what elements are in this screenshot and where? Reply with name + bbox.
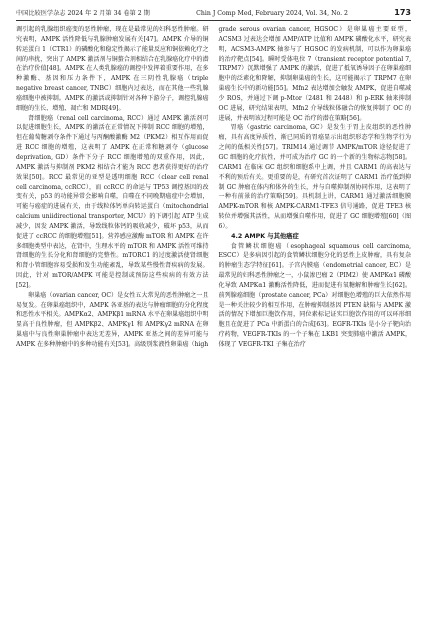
- two-column-body: [16, 25, 411, 350]
- paragraph-renal-cancer: 肾细胞癌（renal cell carcinoma, RCC）通过 AMPK 激活剂可以促进细胞生长，AMPK 的激活在正常情况下抑制 RCC 细胞的增殖，但在葡萄糖剥夺条件下通过与丙酮酸激酶 M2（PKM2）相互作用而促进 RCC 细胞的增殖，这表明了 AMPK 在正常和糖剥夺（glucose deprivation, GD）条件下分子 RCC 细胞增殖的双重作用，因此，AMPK 激活与抑制剂 PKM2 相结合才能为 RCC 患者获得更好的治疗效果[50]。RCC 最常见的亚型是透明细胞 RCC（clear cell renal cell carcinoma, ccRCC），而 ccRCC 的命运与 TP53 调控基因的改变有关，p53 的功能异常会影响自噬，自噬在不同晚期癌症中会增加，可能与癌症的进展有关，由于线粒体钙单向转运蛋白（mitochondrial calcium uniidirectional transporter, MCU）的下调引起 ATP 生成减少，因发 AMPK 激活，导致线粒体钙的吸收减少，破坏 p53，从而促进了 ccRCC 的细胞增殖[51]。营养感应激酶 mTOR 和 AMPK 在许多细胞类型中表达，在肾中，生理水平的 mTOR 和 AMPK 活性可维持肾细胞的生长分化和肾细胞的完整性。mTORC1 的过度激活使肾细胞和肾小管细胞容易受损和发生功能紊乱，导致某些慢性肾疾病的发展。因此，针对 mTOR/AMPK 可能是控制或预防这些疾病的有效方法[52]。: [16, 114, 209, 289]
- left-column: [16, 25, 209, 350]
- paragraph-gastric-cancer: 胃癌（gastric carcinoma, GC）是发生于胃上皮组织的恶性肿瘤，具有高度异质性，渐已同质的胃癌显示出组织形态学和生物学行为之间的低相关性[57]。TRIM14 通过调节 AMPK/mTOR 途径促进了 GC 细胞的化疗抗性，并可成为治疗 GC 的一个新的生物标志物[58]。CARM1 在临床 GC 组织和细胞系中上调，并且 CARM1 的高表达与不利的预后有关。更重要的是，有研究首次证明了 CARM1 治疗低到抑制 GC 肿瘤在体内和体外的生长，并与自噬抑制剂协同作用，这表明了一种有前景的治疗策略[59]。具机制上讲，CARM1 通过激活细胞膜 AMPK-mTOR 和核 AMPK-CARM1-TFE3 信号通路，促进 TFE3 核转位并增强其活性，从而增强自噬作用，促进了 GC 细胞增殖[60]（图 6）。: [218, 124, 411, 230]
- journal-title-cn: 中国比较医学杂志 2024 年 2 月第 34 卷第 2 期: [16, 10, 150, 17]
- journal-title-en: Chin J Comp Med, February 2024, Vol. 34, No. 2: [196, 10, 348, 17]
- paragraph-breast-cancer: 调引起的乳腺组织癌变的恶性肿瘤，现在是最常见的妇科恶性肿瘤。研究表明，AMPK 活性降低与乳腺肿瘤发展有关[47]。AMPK 介导的铜转运蛋白 1（CTR1）的磷酸化和稳定性揭示了能量反应和铜依赖化疗之间的串扰，突出了 AMPK 激活剂与铜螯合剂相结合在乳腺癌化疗中的潜在治疗价值[48]。AMPK 在人类乳腺癌的调控中发挥着重要作用，在多种激酶、基因和压力条件下，AMPK 在三阴性乳腺癌（triple negative breast cancer, TNBC）细胞内过表达，而在其他一些乳腺癌细胞中被抑制。AMPK 的激活或抑制针对各种下游分子，调控乳腺癌细胞的生长、增殖、凋亡和 MDR[49]。: [16, 26, 209, 112]
- paragraph-other-cancers: 食管鳞状细胞癌（esophageal squamous cell carcinoma, ESCC）是多病因引起的食管鳞状细胞分化的恶性上皮肿瘤，具有复杂的肿瘤生态学特征[61]。子宫内膜癌（endometrial cancer, EC）是最常见的妇科恶性肿瘤之一，小鼠渗巴瘤 2（PIM2）使 AMPKα1 磷酸化导致 AMPKα1 激酶活性降低，进而促进有氧糖解和肿瘤生长[62]。前列腺癌细胞（prostate cancer, PCa）对细胞色增殖的巨大依然作用是一种关注较少的相互作用，在肿瘤抑制基因 PTEN 缺陷与 AMPK 激活的情况下增加巨胞饮作用，同位素标记证实巨胞饮作用的可以环形细胞且在促进了 PCa 中新蛋白的合成[63]。EGFR-TKIs 是小分子靶向治疗药物，VEGFR-TKIs 的一个子集在 LKB1 突变肺癌中激活 AMPK，体现了 VEGFR-TKI 子集在治疗: [218, 242, 411, 348]
- section-heading: 4.2 AMPK 与其他癌症: [231, 232, 299, 240]
- paragraph-ovarian-cont: grade serous ovarian cancer, HGSOC）是卵巢癌主要亚型，ACSM3 过表达会增加 AMP/ATP 比值和 AMPK 磷酸化水平，研究表明，ACSM3-AMPK 轴参与了 HGSOC 的发病机制，可以作为卵巢癌的治疗靶点[54]。瞬时受体电位 7（transient receptor potential 7, TRPM7）沉默增强了 AMPK 的激活，促进了抵氧诱导因子在卵巢癌细胞中的泛素化和降解，抑制卵巢癌的生长，这可能揭示了 TRPM7 在卵巢癌生长中的新功能[55]。Mfn2 表达增加会触发 AMPK，促进自噬减少 ROS，并通过下调 p-Mtor（2481 和 2448）和 p-ERK 轴来抑制 OC 进展，研究结果表明，Mfn2 介导线粒体融合的恢复抑制了 OC 的进展，并表明该过程可能是 OC 治疗的潜在策略[56]。: [218, 26, 411, 122]
- running-header: [16, 8, 411, 21]
- paragraph-ovarian-cancer: 卵巢癌（ovarian cancer, OC）是女性五大常见的恶性肿瘤之一且易复发。在卵巢癌组织中，AMPK 各亚基的表达与肿瘤细胞的分化程度和恶性水平相关。AMPKα2、AMPKβ1 mRNA 水平在卵巢癌组织中明显高于良性肿瘤，但 AMPKβ2、AMPKγ1 和 AMPKγ2 mRNA 在卵巢癌中与良性卵巢肿瘤中表达无差异，AMPK 亚基之间的差异可能与 AMPK 在多种肿瘤中的多种功能有关[53]。高级别浆液性卵巢癌（high: [16, 291, 209, 348]
- right-column: [219, 25, 412, 350]
- page-number: 173: [394, 8, 411, 17]
